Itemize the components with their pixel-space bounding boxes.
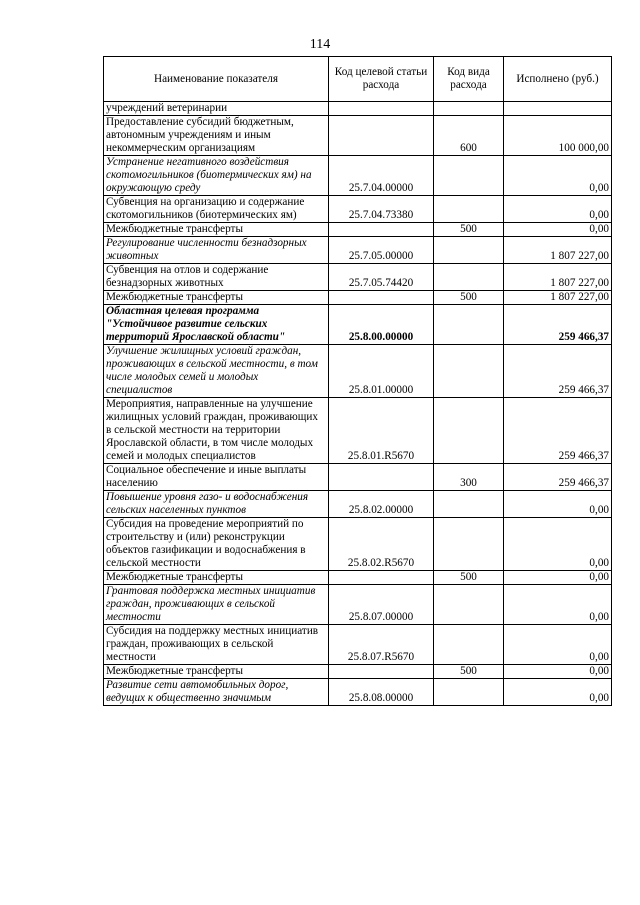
cell-name: Межбюджетные трансферты: [104, 223, 329, 237]
cell-code: 25.8.01.00000: [329, 345, 434, 398]
cell-code: 25.8.07.R5670: [329, 625, 434, 665]
table-row: [104, 464, 612, 491]
cell-amount: 0,00: [504, 196, 612, 223]
table-row: [104, 398, 612, 464]
cell-amount: [504, 102, 612, 116]
table-row: [104, 665, 612, 679]
cell-type: [434, 345, 504, 398]
cell-name: Областная целевая программа "Устойчивое развитие сельских территорий Ярославской области": [104, 305, 329, 345]
cell-type: [434, 585, 504, 625]
cell-type: [434, 237, 504, 264]
table-row: [104, 116, 612, 156]
table-header-row: [104, 57, 612, 102]
cell-name: Межбюджетные трансферты: [104, 571, 329, 585]
table-row: [104, 264, 612, 291]
cell-amount: 259 466,37: [504, 398, 612, 464]
table-row: [104, 491, 612, 518]
cell-code: 25.8.07.00000: [329, 585, 434, 625]
cell-code: 25.7.04.00000: [329, 156, 434, 196]
cell-code: 25.7.05.74420: [329, 264, 434, 291]
table-row: [104, 237, 612, 264]
cell-code: 25.8.00.00000: [329, 305, 434, 345]
cell-code: [329, 102, 434, 116]
cell-amount: 1 807 227,00: [504, 237, 612, 264]
cell-amount: 100 000,00: [504, 116, 612, 156]
cell-name: Межбюджетные трансферты: [104, 665, 329, 679]
cell-amount: 0,00: [504, 223, 612, 237]
cell-type: 500: [434, 571, 504, 585]
cell-amount: 1 807 227,00: [504, 264, 612, 291]
cell-type: [434, 518, 504, 571]
cell-amount: 0,00: [504, 491, 612, 518]
cell-amount: 0,00: [504, 665, 612, 679]
cell-code: 25.8.01.R5670: [329, 398, 434, 464]
table-row: [104, 102, 612, 116]
header-amount: Исполнено (руб.): [504, 57, 612, 102]
page-number: 114: [309, 37, 331, 52]
table-row: [104, 679, 612, 706]
cell-name: Улучшение жилищных условий граждан, проживающих в сельской местности, в том числе молодых семей и молодых специалистов: [104, 345, 329, 398]
cell-code: [329, 116, 434, 156]
cell-code: 25.8.08.00000: [329, 679, 434, 706]
cell-name: Повышение уровня газо- и водоснабжения сельских населенных пунктов: [104, 491, 329, 518]
budget-table: [103, 56, 612, 706]
cell-code: [329, 464, 434, 491]
cell-amount: 259 466,37: [504, 345, 612, 398]
cell-amount: 0,00: [504, 571, 612, 585]
cell-name: Межбюджетные трансферты: [104, 291, 329, 305]
cell-name: Регулирование численности безнадзорных животных: [104, 237, 329, 264]
cell-name: Субсидия на поддержку местных инициатив граждан, проживающих в сельской местности: [104, 625, 329, 665]
cell-type: 300: [434, 464, 504, 491]
cell-type: [434, 625, 504, 665]
cell-amount: 0,00: [504, 518, 612, 571]
header-code: Код целевой статьи расхода: [329, 57, 434, 102]
cell-name: Субвенция на отлов и содержание безнадзорных животных: [104, 264, 329, 291]
table-row: [104, 223, 612, 237]
cell-type: [434, 398, 504, 464]
cell-name: Развитие сети автомобильных дорог, ведущих к общественно значимым: [104, 679, 329, 706]
cell-type: 500: [434, 665, 504, 679]
cell-code: [329, 571, 434, 585]
cell-code: 25.7.04.73380: [329, 196, 434, 223]
cell-amount: 0,00: [504, 585, 612, 625]
cell-code: 25.8.02.R5670: [329, 518, 434, 571]
table-row: [104, 345, 612, 398]
header-type: Код вида расхода: [434, 57, 504, 102]
cell-name: Устранение негативного воздействия скотомогильников (биотермических ям) на окружающую среду: [104, 156, 329, 196]
table-row: [104, 625, 612, 665]
table-row: [104, 585, 612, 625]
cell-name: учреждений ветеринарии: [104, 102, 329, 116]
table-row: [104, 571, 612, 585]
cell-amount: 0,00: [504, 156, 612, 196]
cell-name: Субсидия на проведение мероприятий по строительству и (или) реконструкции объектов газификации и водоснабжения в сельской местности: [104, 518, 329, 571]
cell-name: Грантовая поддержка местных инициатив граждан, проживающих в сельской местности: [104, 585, 329, 625]
cell-name: Предоставление субсидий бюджетным, автономным учреждениям и иным некоммерческим организациям: [104, 116, 329, 156]
table-row: [104, 156, 612, 196]
cell-type: [434, 679, 504, 706]
cell-name: Социальное обеспечение и иные выплаты населению: [104, 464, 329, 491]
cell-amount: 259 466,37: [504, 305, 612, 345]
header-name: Наименование показателя: [104, 57, 329, 102]
cell-amount: 0,00: [504, 625, 612, 665]
table-row: [104, 305, 612, 345]
cell-code: [329, 223, 434, 237]
cell-type: 500: [434, 223, 504, 237]
cell-code: [329, 291, 434, 305]
cell-type: [434, 196, 504, 223]
cell-amount: 259 466,37: [504, 464, 612, 491]
cell-name: Субвенция на организацию и содержание скотомогильников (биотермических ям): [104, 196, 329, 223]
cell-type: [434, 156, 504, 196]
cell-type: 600: [434, 116, 504, 156]
cell-type: [434, 102, 504, 116]
cell-code: [329, 665, 434, 679]
table-row: [104, 518, 612, 571]
table-body: [104, 102, 612, 706]
cell-type: [434, 264, 504, 291]
cell-type: 500: [434, 291, 504, 305]
table-row: [104, 196, 612, 223]
cell-name: Мероприятия, направленные на улучшение жилищных условий граждан, проживающих в сельской местности на территории Ярославской области, в том числе молодых семей и молодых специалистов: [104, 398, 329, 464]
cell-amount: 1 807 227,00: [504, 291, 612, 305]
cell-type: [434, 305, 504, 345]
cell-code: 25.8.02.00000: [329, 491, 434, 518]
cell-code: 25.7.05.00000: [329, 237, 434, 264]
cell-type: [434, 491, 504, 518]
cell-amount: 0,00: [504, 679, 612, 706]
table-row: [104, 291, 612, 305]
